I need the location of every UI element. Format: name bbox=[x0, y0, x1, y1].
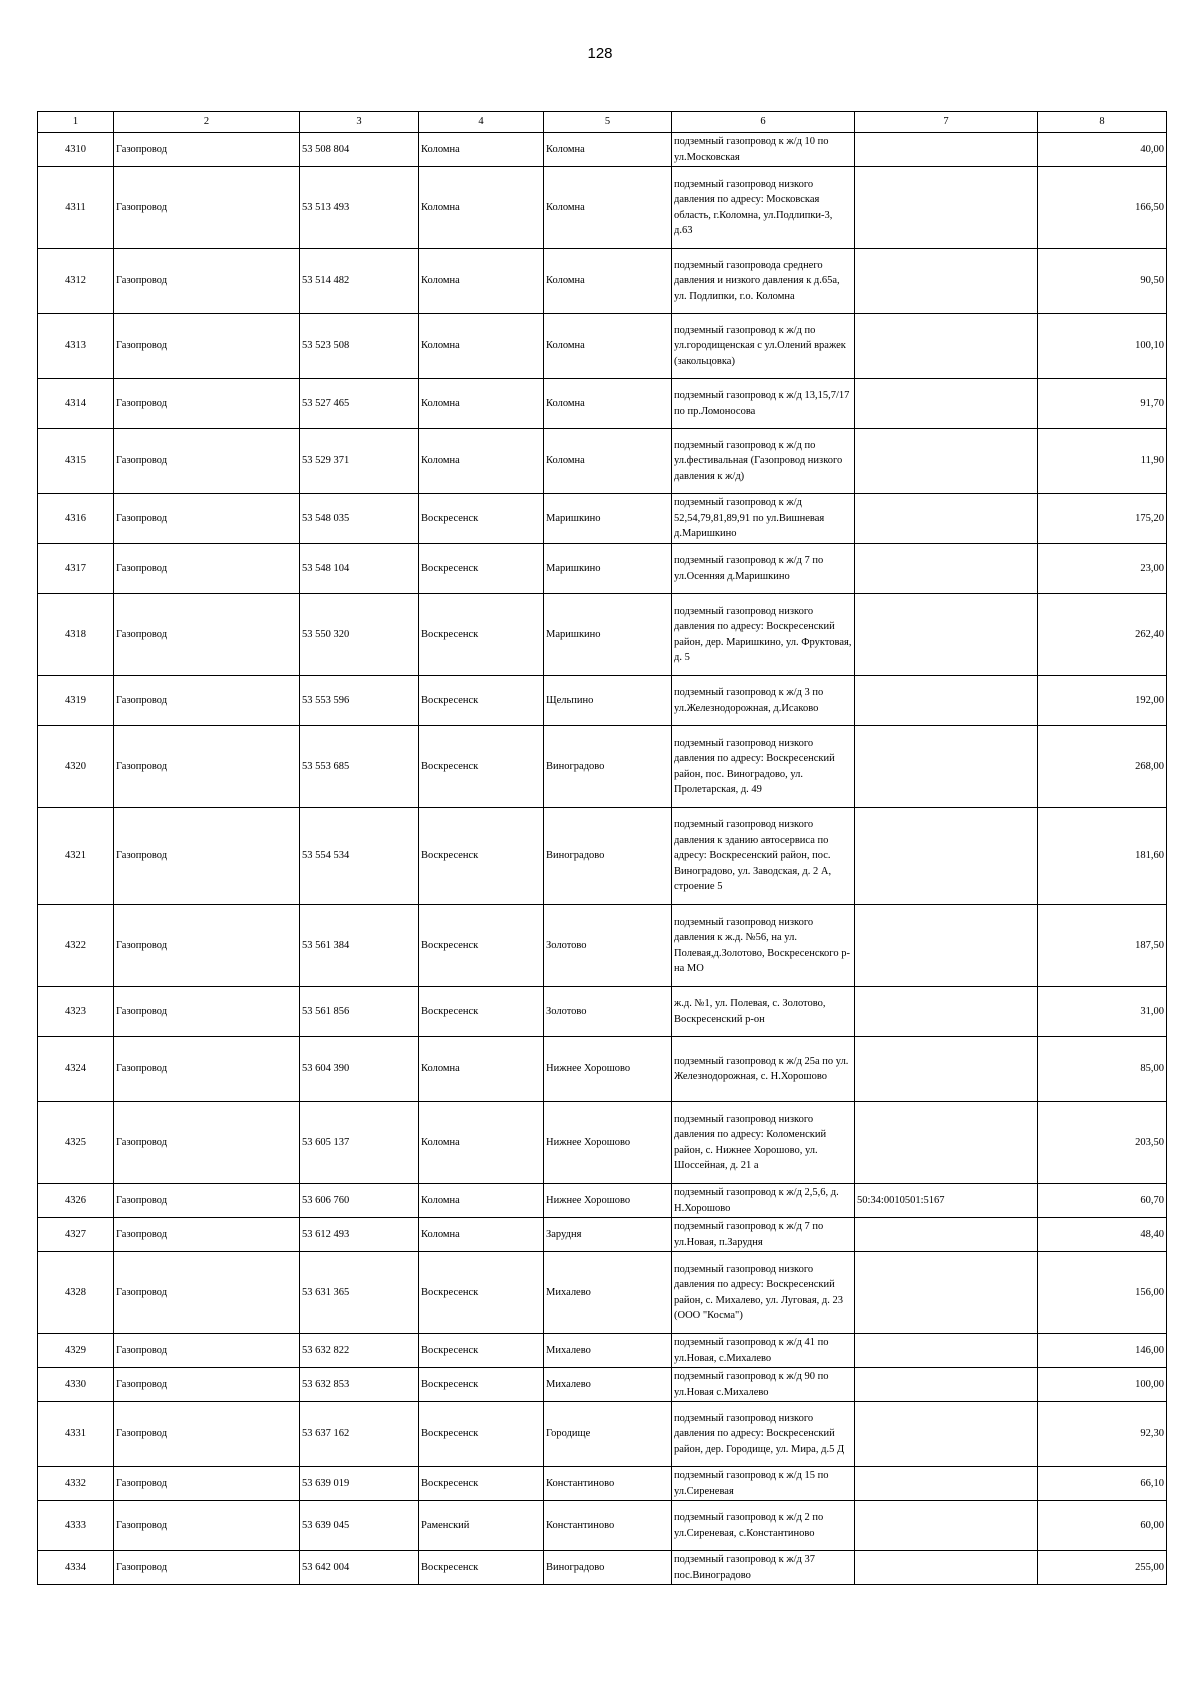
row-number: 4320 bbox=[38, 726, 114, 808]
description: подземный газопровод к ж/д 7 по ул.Новая, п.Зарудня bbox=[672, 1218, 855, 1252]
table-row bbox=[38, 249, 1167, 314]
district: Коломна bbox=[419, 1218, 544, 1252]
cadastral-number: 50:34:0010501:5167 bbox=[855, 1184, 1038, 1218]
length-value: 156,00 bbox=[1038, 1252, 1167, 1334]
object-type: Газопровод bbox=[114, 167, 300, 249]
locality: Виноградово bbox=[544, 726, 672, 808]
oktmo-code: 53 508 804 bbox=[300, 133, 419, 167]
length-value: 187,50 bbox=[1038, 905, 1167, 987]
row-number: 4333 bbox=[38, 1501, 114, 1551]
length-value: 66,10 bbox=[1038, 1467, 1167, 1501]
cadastral-number bbox=[855, 1037, 1038, 1102]
table-row bbox=[38, 1334, 1167, 1368]
district: Воскресенск bbox=[419, 726, 544, 808]
table-row bbox=[38, 1368, 1167, 1402]
oktmo-code: 53 529 371 bbox=[300, 429, 419, 494]
row-number: 4329 bbox=[38, 1334, 114, 1368]
oktmo-code: 53 642 004 bbox=[300, 1551, 419, 1585]
description: подземный газопровод к ж/д 90 по ул.Новая с.Михалево bbox=[672, 1368, 855, 1402]
object-type: Газопровод bbox=[114, 905, 300, 987]
length-value: 40,00 bbox=[1038, 133, 1167, 167]
row-number: 4322 bbox=[38, 905, 114, 987]
table-row bbox=[38, 726, 1167, 808]
description: подземный газопровод к ж/д 25а по ул. Железнодорожная, с. Н.Хорошово bbox=[672, 1037, 855, 1102]
length-value: 85,00 bbox=[1038, 1037, 1167, 1102]
object-type: Газопровод bbox=[114, 808, 300, 905]
oktmo-code: 53 527 465 bbox=[300, 379, 419, 429]
row-number: 4314 bbox=[38, 379, 114, 429]
cadastral-number bbox=[855, 1102, 1038, 1184]
district: Воскресенск bbox=[419, 676, 544, 726]
row-number: 4312 bbox=[38, 249, 114, 314]
object-type: Газопровод bbox=[114, 494, 300, 544]
table-row bbox=[38, 676, 1167, 726]
district: Коломна bbox=[419, 379, 544, 429]
oktmo-code: 53 514 482 bbox=[300, 249, 419, 314]
district: Коломна bbox=[419, 1037, 544, 1102]
cadastral-number bbox=[855, 544, 1038, 594]
object-type: Газопровод bbox=[114, 1368, 300, 1402]
oktmo-code: 53 612 493 bbox=[300, 1218, 419, 1252]
locality: Городище bbox=[544, 1402, 672, 1467]
district: Воскресенск bbox=[419, 1467, 544, 1501]
column-header: 7 bbox=[855, 112, 1038, 133]
row-number: 4323 bbox=[38, 987, 114, 1037]
length-value: 203,50 bbox=[1038, 1102, 1167, 1184]
description: подземный газопровода среднего давления и низкого давления к д.65а, ул. Подлипки, г.о. Коломна bbox=[672, 249, 855, 314]
table-row bbox=[38, 808, 1167, 905]
length-value: 11,90 bbox=[1038, 429, 1167, 494]
cadastral-number bbox=[855, 808, 1038, 905]
row-number: 4330 bbox=[38, 1368, 114, 1402]
description: подземный газопровод к ж/д 15 по ул.Сиреневая bbox=[672, 1467, 855, 1501]
object-type: Газопровод bbox=[114, 314, 300, 379]
oktmo-code: 53 561 856 bbox=[300, 987, 419, 1037]
object-type: Газопровод bbox=[114, 987, 300, 1037]
table-row bbox=[38, 167, 1167, 249]
description: подземный газопровод к ж/д 7 по ул.Осенняя д.Маришкино bbox=[672, 544, 855, 594]
row-number: 4326 bbox=[38, 1184, 114, 1218]
column-header: 2 bbox=[114, 112, 300, 133]
cadastral-number bbox=[855, 1368, 1038, 1402]
locality: Михалево bbox=[544, 1334, 672, 1368]
description: подземный газопровод низкого давления по адресу: Воскресенский район, дер. Маришкино, ул. Фруктовая, д. 5 bbox=[672, 594, 855, 676]
locality: Нижнее Хорошово bbox=[544, 1102, 672, 1184]
description: подземный газопровод к ж/д 13,15,7/17 по пр.Ломоносова bbox=[672, 379, 855, 429]
length-value: 90,50 bbox=[1038, 249, 1167, 314]
locality: Виноградово bbox=[544, 1551, 672, 1585]
oktmo-code: 53 513 493 bbox=[300, 167, 419, 249]
cadastral-number bbox=[855, 1467, 1038, 1501]
district: Коломна bbox=[419, 249, 544, 314]
district: Раменский bbox=[419, 1501, 544, 1551]
object-type: Газопровод bbox=[114, 726, 300, 808]
cadastral-number bbox=[855, 676, 1038, 726]
district: Коломна bbox=[419, 133, 544, 167]
object-type: Газопровод bbox=[114, 1501, 300, 1551]
locality: Коломна bbox=[544, 314, 672, 379]
cadastral-number bbox=[855, 594, 1038, 676]
oktmo-code: 53 561 384 bbox=[300, 905, 419, 987]
district: Воскресенск bbox=[419, 594, 544, 676]
object-type: Газопровод bbox=[114, 133, 300, 167]
object-type: Газопровод bbox=[114, 249, 300, 314]
description: подземный газопровод низкого давления по адресу: Воскресенский район, пос. Виноградово, ул. Пролетарская, д. 49 bbox=[672, 726, 855, 808]
cadastral-number bbox=[855, 379, 1038, 429]
table-row bbox=[38, 1102, 1167, 1184]
cadastral-number bbox=[855, 314, 1038, 379]
object-type: Газопровод bbox=[114, 1184, 300, 1218]
locality: Маришкино bbox=[544, 544, 672, 594]
table-row bbox=[38, 1252, 1167, 1334]
locality: Михалево bbox=[544, 1368, 672, 1402]
length-value: 268,00 bbox=[1038, 726, 1167, 808]
locality: Золотово bbox=[544, 987, 672, 1037]
column-header: 1 bbox=[38, 112, 114, 133]
oktmo-code: 53 604 390 bbox=[300, 1037, 419, 1102]
cadastral-number bbox=[855, 1218, 1038, 1252]
object-type: Газопровод bbox=[114, 1551, 300, 1585]
table-row bbox=[38, 1218, 1167, 1252]
cadastral-number bbox=[855, 1501, 1038, 1551]
object-type: Газопровод bbox=[114, 1467, 300, 1501]
row-number: 4316 bbox=[38, 494, 114, 544]
oktmo-code: 53 548 104 bbox=[300, 544, 419, 594]
length-value: 92,30 bbox=[1038, 1402, 1167, 1467]
row-number: 4332 bbox=[38, 1467, 114, 1501]
district: Воскресенск bbox=[419, 494, 544, 544]
description: подземный газопровод к ж/д 2,5,6, д. Н.Хорошово bbox=[672, 1184, 855, 1218]
district: Воскресенск bbox=[419, 905, 544, 987]
description: подземный газопровод к ж/д 2 по ул.Сиреневая, с.Константиново bbox=[672, 1501, 855, 1551]
table-row bbox=[38, 494, 1167, 544]
locality: Маришкино bbox=[544, 594, 672, 676]
district: Воскресенск bbox=[419, 987, 544, 1037]
length-value: 192,00 bbox=[1038, 676, 1167, 726]
cadastral-number bbox=[855, 1551, 1038, 1585]
locality: Коломна bbox=[544, 429, 672, 494]
locality: Коломна bbox=[544, 133, 672, 167]
length-value: 60,70 bbox=[1038, 1184, 1167, 1218]
object-type: Газопровод bbox=[114, 676, 300, 726]
length-value: 91,70 bbox=[1038, 379, 1167, 429]
description: подземный газопровод низкого давления к ж.д. №56, на ул. Полевая,д.Золотово, Воскресенского р-на МО bbox=[672, 905, 855, 987]
description: подземный газопровод низкого давления по адресу: Воскресенский район, дер. Городище, ул. Мира, д.5 Д bbox=[672, 1402, 855, 1467]
length-value: 181,60 bbox=[1038, 808, 1167, 905]
length-value: 262,40 bbox=[1038, 594, 1167, 676]
district: Коломна bbox=[419, 429, 544, 494]
locality: Виноградово bbox=[544, 808, 672, 905]
oktmo-code: 53 632 822 bbox=[300, 1334, 419, 1368]
locality: Коломна bbox=[544, 249, 672, 314]
cadastral-number bbox=[855, 429, 1038, 494]
district: Воскресенск bbox=[419, 1551, 544, 1585]
description: подземный газопровод низкого давления к зданию автосервиса по адресу: Воскресенский район, пос. Виноградово, ул. Заводская, д. 2 А, строение 5 bbox=[672, 808, 855, 905]
object-type: Газопровод bbox=[114, 1037, 300, 1102]
row-number: 4325 bbox=[38, 1102, 114, 1184]
length-value: 100,10 bbox=[1038, 314, 1167, 379]
row-number: 4311 bbox=[38, 167, 114, 249]
register-table bbox=[37, 111, 1167, 1585]
locality: Коломна bbox=[544, 379, 672, 429]
district: Воскресенск bbox=[419, 544, 544, 594]
object-type: Газопровод bbox=[114, 1102, 300, 1184]
district: Воскресенск bbox=[419, 1368, 544, 1402]
row-number: 4328 bbox=[38, 1252, 114, 1334]
locality: Щельпино bbox=[544, 676, 672, 726]
oktmo-code: 53 632 853 bbox=[300, 1368, 419, 1402]
column-header: 8 bbox=[1038, 112, 1167, 133]
description: подземный газопровод к ж/д 37 пос.Виноградово bbox=[672, 1551, 855, 1585]
locality: Маришкино bbox=[544, 494, 672, 544]
object-type: Газопровод bbox=[114, 1252, 300, 1334]
object-type: Газопровод bbox=[114, 429, 300, 494]
length-value: 23,00 bbox=[1038, 544, 1167, 594]
table-row bbox=[38, 429, 1167, 494]
locality: Коломна bbox=[544, 167, 672, 249]
description: подземный газопровод к ж/д по ул.городищенская с ул.Олений вражек (закольцовка) bbox=[672, 314, 855, 379]
district: Коломна bbox=[419, 1102, 544, 1184]
oktmo-code: 53 548 035 bbox=[300, 494, 419, 544]
locality: Зарудня bbox=[544, 1218, 672, 1252]
length-value: 146,00 bbox=[1038, 1334, 1167, 1368]
description: подземный газопровод к ж/д 3 по ул.Железнодорожная, д.Исаково bbox=[672, 676, 855, 726]
oktmo-code: 53 550 320 bbox=[300, 594, 419, 676]
description: подземный газопровод низкого давления по адресу: Московская область, г.Коломна, ул.Подлипки-3, д.63 bbox=[672, 167, 855, 249]
locality: Золотово bbox=[544, 905, 672, 987]
table-row bbox=[38, 905, 1167, 987]
district: Воскресенск bbox=[419, 1252, 544, 1334]
oktmo-code: 53 554 534 bbox=[300, 808, 419, 905]
table-row bbox=[38, 987, 1167, 1037]
row-number: 4317 bbox=[38, 544, 114, 594]
row-number: 4310 bbox=[38, 133, 114, 167]
oktmo-code: 53 523 508 bbox=[300, 314, 419, 379]
cadastral-number bbox=[855, 249, 1038, 314]
row-number: 4315 bbox=[38, 429, 114, 494]
row-number: 4321 bbox=[38, 808, 114, 905]
row-number: 4334 bbox=[38, 1551, 114, 1585]
length-value: 60,00 bbox=[1038, 1501, 1167, 1551]
description: подземный газопровод к ж/д 41 по ул.Новая, с.Михалево bbox=[672, 1334, 855, 1368]
oktmo-code: 53 605 137 bbox=[300, 1102, 419, 1184]
length-value: 31,00 bbox=[1038, 987, 1167, 1037]
oktmo-code: 53 637 162 bbox=[300, 1402, 419, 1467]
table-row bbox=[38, 1501, 1167, 1551]
oktmo-code: 53 553 596 bbox=[300, 676, 419, 726]
description: ж.д. №1, ул. Полевая, с. Золотово, Воскресенский р-он bbox=[672, 987, 855, 1037]
district: Коломна bbox=[419, 167, 544, 249]
length-value: 166,50 bbox=[1038, 167, 1167, 249]
description: подземный газопровод к ж/д по ул.фестивальная (Газопровод низкого давления к ж/д) bbox=[672, 429, 855, 494]
column-header: 5 bbox=[544, 112, 672, 133]
description: подземный газопровод низкого давления по адресу: Коломенский район, с. Нижнее Хорошово, ул. Шоссейная, д. 21 а bbox=[672, 1102, 855, 1184]
table-row bbox=[38, 1184, 1167, 1218]
length-value: 100,00 bbox=[1038, 1368, 1167, 1402]
locality: Нижнее Хорошово bbox=[544, 1184, 672, 1218]
page-number: 128 bbox=[587, 45, 613, 62]
cadastral-number bbox=[855, 494, 1038, 544]
locality: Михалево bbox=[544, 1252, 672, 1334]
district: Воскресенск bbox=[419, 1402, 544, 1467]
district: Воскресенск bbox=[419, 808, 544, 905]
cadastral-number bbox=[855, 133, 1038, 167]
locality: Константиново bbox=[544, 1501, 672, 1551]
district: Коломна bbox=[419, 314, 544, 379]
locality: Нижнее Хорошово bbox=[544, 1037, 672, 1102]
description: подземный газопровод к ж/д 10 по ул.Московская bbox=[672, 133, 855, 167]
row-number: 4327 bbox=[38, 1218, 114, 1252]
object-type: Газопровод bbox=[114, 1334, 300, 1368]
table-row bbox=[38, 1037, 1167, 1102]
row-number: 4313 bbox=[38, 314, 114, 379]
district: Воскресенск bbox=[419, 1334, 544, 1368]
cadastral-number bbox=[855, 987, 1038, 1037]
oktmo-code: 53 631 365 bbox=[300, 1252, 419, 1334]
header-row bbox=[38, 112, 1167, 133]
oktmo-code: 53 553 685 bbox=[300, 726, 419, 808]
column-header: 6 bbox=[672, 112, 855, 133]
cadastral-number bbox=[855, 1334, 1038, 1368]
row-number: 4331 bbox=[38, 1402, 114, 1467]
table-row bbox=[38, 594, 1167, 676]
column-header: 3 bbox=[300, 112, 419, 133]
table-row bbox=[38, 314, 1167, 379]
object-type: Газопровод bbox=[114, 379, 300, 429]
district: Коломна bbox=[419, 1184, 544, 1218]
length-value: 175,20 bbox=[1038, 494, 1167, 544]
object-type: Газопровод bbox=[114, 1218, 300, 1252]
object-type: Газопровод bbox=[114, 1402, 300, 1467]
oktmo-code: 53 639 019 bbox=[300, 1467, 419, 1501]
cadastral-number bbox=[855, 1252, 1038, 1334]
description: подземный газопровод к ж/д 52,54,79,81,89,91 по ул.Вишневая д.Маришкино bbox=[672, 494, 855, 544]
description: подземный газопровод низкого давления по адресу: Воскресенский район, с. Михалево, ул. Луговая, д. 23 (ООО "Косма") bbox=[672, 1252, 855, 1334]
row-number: 4324 bbox=[38, 1037, 114, 1102]
table-row bbox=[38, 1551, 1167, 1585]
length-value: 48,40 bbox=[1038, 1218, 1167, 1252]
table-row bbox=[38, 379, 1167, 429]
object-type: Газопровод bbox=[114, 544, 300, 594]
cadastral-number bbox=[855, 905, 1038, 987]
length-value: 255,00 bbox=[1038, 1551, 1167, 1585]
cadastral-number bbox=[855, 726, 1038, 808]
oktmo-code: 53 639 045 bbox=[300, 1501, 419, 1551]
cadastral-number bbox=[855, 1402, 1038, 1467]
locality: Константиново bbox=[544, 1467, 672, 1501]
column-header: 4 bbox=[419, 112, 544, 133]
oktmo-code: 53 606 760 bbox=[300, 1184, 419, 1218]
table-row bbox=[38, 1402, 1167, 1467]
object-type: Газопровод bbox=[114, 594, 300, 676]
table-row bbox=[38, 133, 1167, 167]
table-row bbox=[38, 1467, 1167, 1501]
cadastral-number bbox=[855, 167, 1038, 249]
row-number: 4319 bbox=[38, 676, 114, 726]
row-number: 4318 bbox=[38, 594, 114, 676]
table-row bbox=[38, 544, 1167, 594]
